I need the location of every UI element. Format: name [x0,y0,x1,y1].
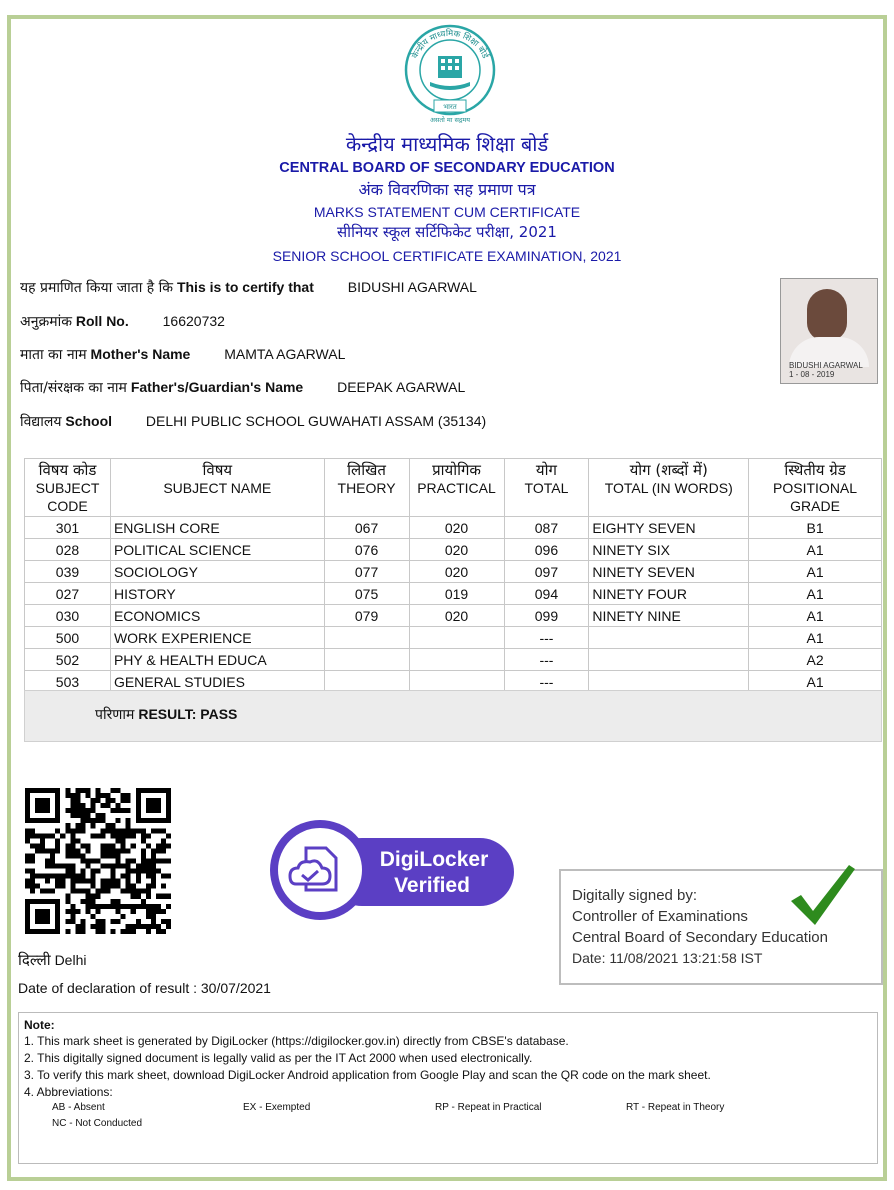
positional-grade: B1 [749,517,882,539]
mother-row [20,345,345,364]
subject-code: 500 [25,627,111,649]
subject-code: 301 [25,517,111,539]
note-title: Note: [24,1018,55,1032]
abbreviation-not-conducted: NC - Not Conducted [52,1118,143,1129]
header-total: योग TOTAL [504,459,589,517]
theory-marks: 075 [324,583,409,605]
positional-grade: A1 [749,671,882,693]
table-row [25,605,882,627]
signature-line-3: Central Board of Secondary Education [572,929,828,946]
subject-name: ENGLISH CORE [110,517,324,539]
total-in-words: EIGHTY SEVEN [589,517,749,539]
table-row [25,517,882,539]
result-label-hindi: परिणाम [95,707,135,723]
positional-grade: A1 [749,561,882,583]
subject-code: 503 [25,671,111,693]
result-label-english: RESULT: [138,706,197,722]
mother-label-english: Mother's Name [90,346,191,362]
father-name: DEEPAK AGARWAL [337,379,466,395]
marks-table [24,458,882,693]
note-item: 3. To verify this mark sheet, download DigiLocker Android application from Google Play and scan the QR code on the mark sheet. [24,1068,711,1082]
total-in-words: NINETY SEVEN [589,561,749,583]
theory-marks [324,627,409,649]
subject-name: SOCIOLOGY [110,561,324,583]
theory-marks: 067 [324,517,409,539]
positional-grade: A1 [749,583,882,605]
school-label-english: School [65,413,113,429]
declaration-label: Date of declaration of result : [18,980,197,996]
roll-label-english: Roll No. [75,313,129,329]
subject-name: PHY & HEALTH EDUCA [110,649,324,671]
checkmark-icon [787,861,857,931]
verification-qr-code[interactable] [25,788,171,934]
table-row [25,627,882,649]
logo-mid-text: भारत [443,103,457,111]
subject-name: WORK EXPERIENCE [110,627,324,649]
header-subject-code: विषय कोड SUBJECT CODE [25,459,111,517]
table-row [25,539,882,561]
positional-grade: A1 [749,539,882,561]
photo-caption-date: 1 - 08 - 2019 [789,370,835,379]
qr-modules [25,788,171,934]
roll-label-hindi: अनुक्रमांक [20,314,72,330]
subject-name: HISTORY [110,583,324,605]
total-in-words: NINETY FOUR [589,583,749,605]
subject-code: 028 [25,539,111,561]
total-in-words [589,627,749,649]
abbreviation-repeat-practical: RP - Repeat in Practical [435,1102,542,1113]
mother-label-hindi: माता का नाम [20,347,87,363]
subject-name: POLITICAL SCIENCE [110,539,324,561]
mother-name: MAMTA AGARWAL [224,346,346,362]
theory-marks: 079 [324,605,409,627]
digilocker-verified-badge [268,818,518,922]
theory-marks: 077 [324,561,409,583]
certify-label-english: This is to certify that [176,279,314,295]
photo-caption-name: BIDUSHI AGARWAL [789,361,863,370]
candidate-photo [780,278,878,384]
abbreviation-absent: AB - Absent [52,1102,105,1113]
roll-number: 16620732 [162,313,225,329]
header-grade: स्थितीय ग्रेड POSITIONAL GRADE [749,459,882,517]
total-marks: 099 [504,605,589,627]
subject-name: ECONOMICS [110,605,324,627]
practical-marks: 020 [409,539,504,561]
candidate-name: BIDUSHI AGARWAL [347,279,477,295]
logo-top-text: केन्द्रीय माध्यमिक शिक्षा बोर्ड [410,28,490,61]
father-row [20,378,465,397]
subject-code: 502 [25,649,111,671]
table-row [25,649,882,671]
positional-grade: A1 [749,605,882,627]
signature-date: Date: 11/08/2021 13:21:58 IST [572,950,763,966]
header-total-words: योग (शब्दों में) TOTAL (IN WORDS) [589,459,749,517]
table-row [25,561,882,583]
certify-row [20,278,477,297]
total-marks: 097 [504,561,589,583]
declaration-date-row [18,980,271,996]
total-marks: 094 [504,583,589,605]
theory-marks: 076 [324,539,409,561]
roll-row [20,312,225,331]
digital-signature-box[interactable] [559,869,883,985]
place-english: Delhi [54,952,87,968]
header-theory: लिखित THEORY [324,459,409,517]
total-in-words: NINETY NINE [589,605,749,627]
abbreviation-exempted: EX - Exempted [243,1102,311,1113]
board-name-english: CENTRAL BOARD OF SECONDARY EDUCATION [279,160,615,176]
positional-grade: A1 [749,627,882,649]
school-label-hindi: विद्यालय [20,414,62,430]
practical-marks: 019 [409,583,504,605]
practical-marks: 020 [409,517,504,539]
subject-code: 027 [25,583,111,605]
signature-line-2: Controller of Examinations [572,908,748,925]
table-header-row [25,459,882,517]
document-title-english: MARKS STATEMENT CUM CERTIFICATE [313,204,581,220]
place-of-issue [18,950,86,970]
total-in-words [589,649,749,671]
certify-label-hindi: यह प्रमाणित किया जाता है कि [20,280,174,296]
total-marks: 096 [504,539,589,561]
digilocker-verified-text: Verified [394,874,470,897]
note-item: 2. This digitally signed document is legally valid as per the IT Act 2000 when used electronically. [24,1051,533,1065]
note-item: 1. This mark sheet is generated by DigiLocker (https://digilocker.gov.in) directly from CBSE's database. [24,1034,569,1048]
school-row [20,412,486,431]
subject-code: 030 [25,605,111,627]
cbse-logo [400,22,500,126]
total-marks: --- [504,671,589,693]
practical-marks: 020 [409,605,504,627]
father-label-english: Father's/Guardian's Name [130,379,304,395]
total-marks: --- [504,649,589,671]
abbreviation-repeat-theory: RT - Repeat in Theory [626,1102,725,1113]
positional-grade: A2 [749,649,882,671]
practical-marks [409,627,504,649]
subject-name: GENERAL STUDIES [110,671,324,693]
result-value: PASS [200,706,238,722]
total-marks: --- [504,627,589,649]
signature-line-1: Digitally signed by: [572,887,698,904]
note-item: 4. Abbreviations: [24,1085,113,1099]
declaration-date: 30/07/2021 [200,980,271,996]
result-box [24,690,882,742]
logo-motto: असतो मा सद्गमय [430,116,470,124]
header-practical: प्रायोगिक PRACTICAL [409,459,504,517]
theory-marks [324,649,409,671]
header-subject-name: विषय SUBJECT NAME [110,459,324,517]
table-row [25,583,882,605]
father-label-hindi: पिता/संरक्षक का नाम [20,380,127,396]
school-name: DELHI PUBLIC SCHOOL GUWAHATI ASSAM (35134) [145,413,487,429]
subject-code: 039 [25,561,111,583]
result-line [95,705,237,724]
practical-marks [409,649,504,671]
digilocker-title: DigiLocker [379,848,489,871]
note-box [18,1012,878,1164]
total-in-words: NINETY SIX [589,539,749,561]
exam-name-english: SENIOR SCHOOL CERTIFICATE EXAMINATION, 2021 [272,248,622,264]
place-hindi: दिल्ली [18,951,51,969]
exam-name-hindi: सीनियर स्कूल सर्टिफिकेट परीक्षा, 2021 [337,223,557,241]
board-name-hindi: केन्द्रीय माध्यमिक शिक्षा बोर्ड [345,132,549,156]
total-marks: 087 [504,517,589,539]
practical-marks: 020 [409,561,504,583]
document-title-hindi: अंक विवरणिका सह प्रमाण पत्र [358,180,536,199]
